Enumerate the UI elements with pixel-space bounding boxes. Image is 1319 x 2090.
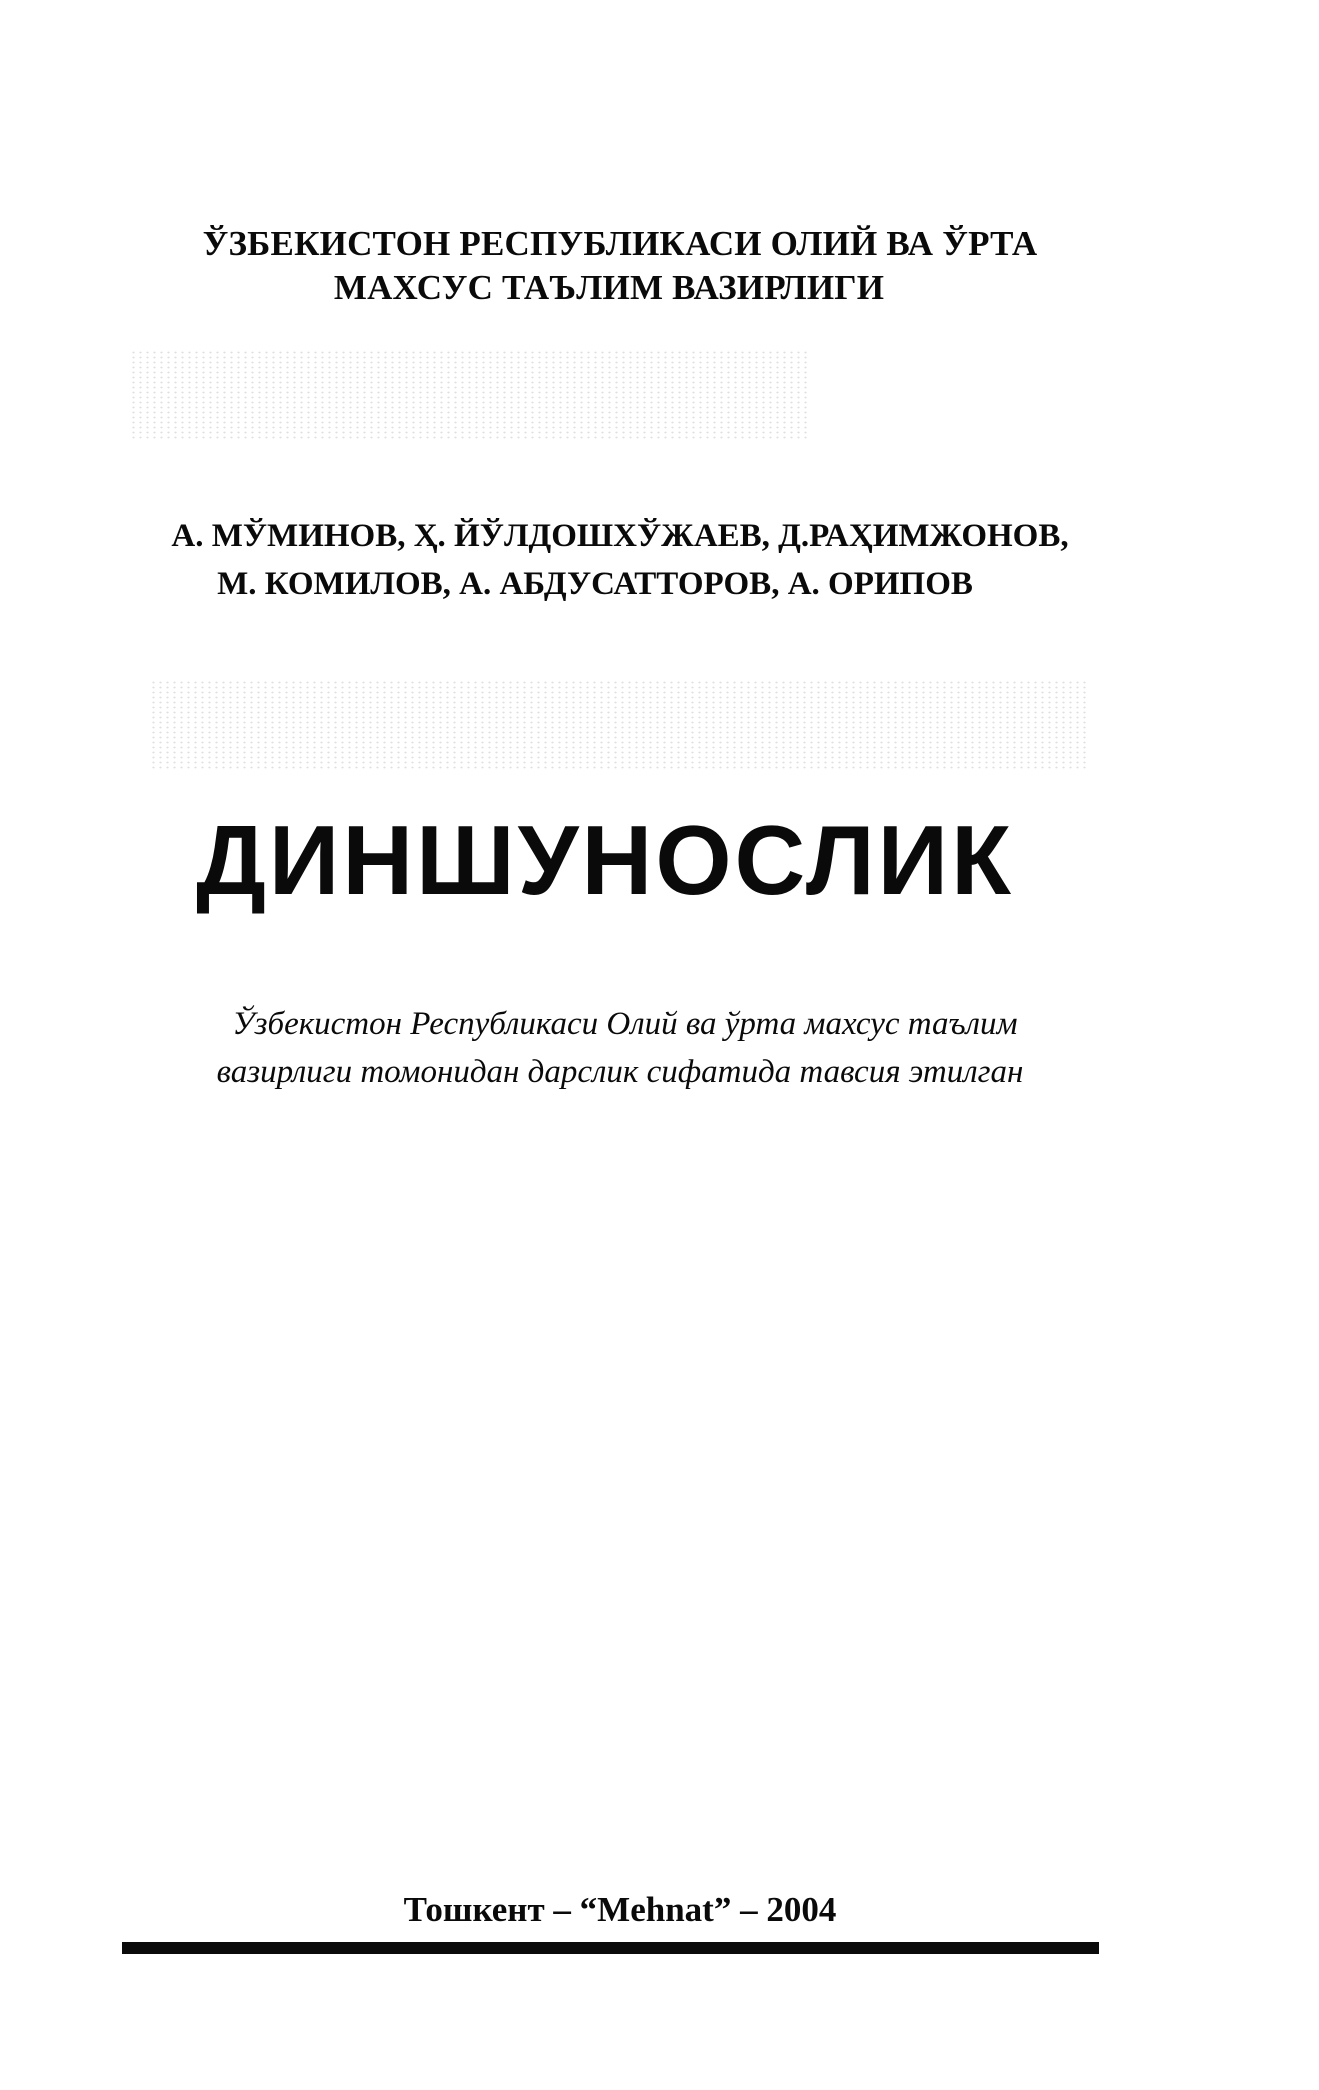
book-title: ДИНШУНОСЛИК bbox=[196, 805, 1014, 915]
bottom-rule bbox=[122, 1942, 1099, 1954]
recommendation-note bbox=[150, 1000, 1090, 1096]
recommendation-line-1: Ўзбекистон Республикаси Олий ва ўрта махсус таълим bbox=[232, 1006, 1018, 1042]
authors-list bbox=[150, 512, 1090, 608]
authors-line-1: А. МЎМИНОВ, Ҳ. ЙЎЛДОШХЎЖАЕВ, Д.РАҲИМЖОНОВ, bbox=[171, 518, 1069, 554]
ministry-heading-line-2: МАХСУС ТАЪЛИМ ВАЗИРЛИГИ bbox=[333, 268, 885, 307]
scan-noise bbox=[130, 350, 810, 440]
publisher-imprint: Тошкент – “Mehnat” – 2004 bbox=[403, 1890, 837, 1929]
recommendation-line-2: вазирлиги томонидан дарслик сифатида тавсия этилган bbox=[216, 1054, 1024, 1090]
ministry-heading-line-1: ЎЗБЕКИСТОН РЕСПУБЛИКАСИ ОЛИЙ ВА ЎРТА bbox=[202, 224, 1038, 263]
authors-line-2: М. КОМИЛОВ, А. АБДУСАТТОРОВ, А. ОРИПОВ bbox=[217, 566, 973, 602]
scan-noise bbox=[150, 680, 1090, 770]
ministry-heading bbox=[150, 222, 1090, 310]
